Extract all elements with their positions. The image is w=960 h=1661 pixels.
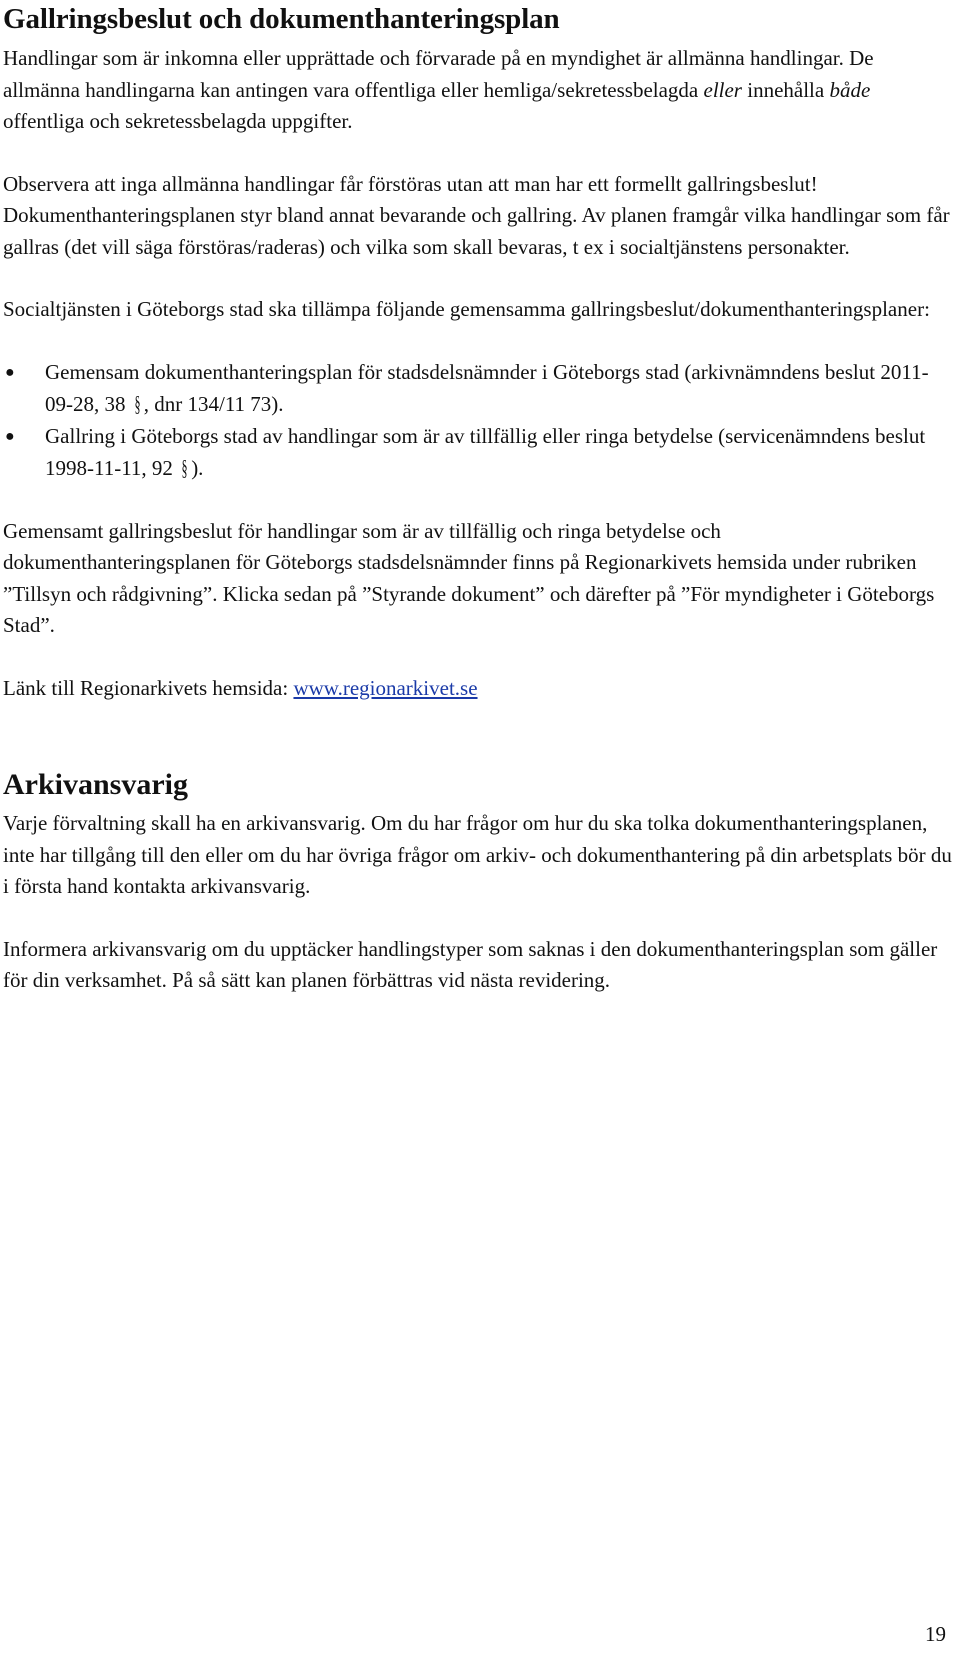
list-item <box>3 357 953 421</box>
paragraph-gemensamt-gallringsbeslut: Gemensamt gallringsbeslut för handlingar som är av tillfällig och ringa betydelse och dokumenthanteringsplanen för Göteborgs stadsdelsnämnder finns på Regionarkivets hemsida under rubriken ”Tillsyn och rådgivning”. Klicka sedan på ”Styrande dokument” och därefter på ”För myndigheter i Göteborgs Stad”. <box>3 518 935 637</box>
list-item-text: Gemensam dokumenthanteringsplan för stadsdelsnämnder i Göteborgs stad (arkivnämndens beslut 2011-09-28, 38 <box>45 359 929 416</box>
link-prefix: Länk till Regionarkivets hemsida: <box>3 675 294 700</box>
paragraph-text: innehålla <box>741 77 830 102</box>
paragraph-text: Handlingar som är inkomna eller upprättade och förvarade på en myndighet är allmänna handlingar. De allmänna handlingarna kan antingen vara offentliga eller hemliga/sekretessbelagda <box>3 46 874 102</box>
list-item-text: Gallring i Göteborgs stad av handlingar som är av tillfällig eller ringa betydelse (servicenämndens beslut 1998-11-11, 92 <box>45 423 926 480</box>
bullet-list <box>3 357 953 485</box>
spacer <box>3 485 953 516</box>
section-sign-glyph: § <box>134 391 141 416</box>
page-number: 19 <box>925 1622 946 1646</box>
emphasis-bade: både <box>829 77 871 102</box>
list-item-text: , dnr 134/11 73). <box>143 392 284 416</box>
list-item-text: ). <box>191 456 204 480</box>
section-heading-gallringsbeslut: Gallringsbeslut och dokumenthanteringsplan <box>3 3 560 35</box>
spacer <box>3 326 953 357</box>
document-page <box>3 0 953 997</box>
section-sign-glyph: § <box>181 455 188 480</box>
paragraph-allmanna-handlingar <box>3 43 953 138</box>
section-heading-arkivansvarig: Arkivansvarig <box>3 768 189 801</box>
bullet-icon: ● <box>5 363 15 381</box>
paragraph-socialtjansten: Socialtjänsten i Göteborgs stad ska tillämpa följande gemensamma gallringsbeslut/dokumenthanteringsplaner: <box>3 297 930 321</box>
paragraph-observera: Observera att inga allmänna handlingar får förstöras utan att man har ett formellt gallringsbeslut! Dokumenthanteringsplanen styr bland annat bevarande och gallring. Av planen framgår vilka handlingar som får gallras (det vill säga förstöras/raderas) och vilka som skall bevaras, t ex i socialtjänstens personakter. <box>3 171 950 259</box>
spacer <box>3 704 953 766</box>
paragraph-text: offentliga och sekretessbelagda uppgifter. <box>3 109 353 133</box>
paragraph-arkivansvarig: Varje förvaltning skall ha en arkivansvarig. Om du har frågor om hur du ska tolka dokumenthanteringsplanen, inte har tillgång till den eller om du har övriga frågor om arkiv- och dokumenthantering på din arbetsplats bör du i första hand kontakta arkivansvarig. <box>3 811 952 898</box>
emphasis-eller: eller <box>703 77 742 102</box>
bullet-icon: ● <box>5 427 15 445</box>
regionarkivet-link[interactable]: www.regionarkivet.se <box>293 675 478 700</box>
spacer <box>3 263 953 294</box>
list-item <box>3 421 953 485</box>
paragraph-informera: Informera arkivansvarig om du upptäcker handlingstyper som saknas i den dokumenthanteringsplan som gäller för din verksamhet. På så sätt kan planen förbättras vid nästa revidering. <box>3 936 938 992</box>
spacer <box>3 138 953 169</box>
spacer <box>3 642 953 673</box>
spacer <box>3 903 953 934</box>
paragraph-link <box>3 673 953 705</box>
